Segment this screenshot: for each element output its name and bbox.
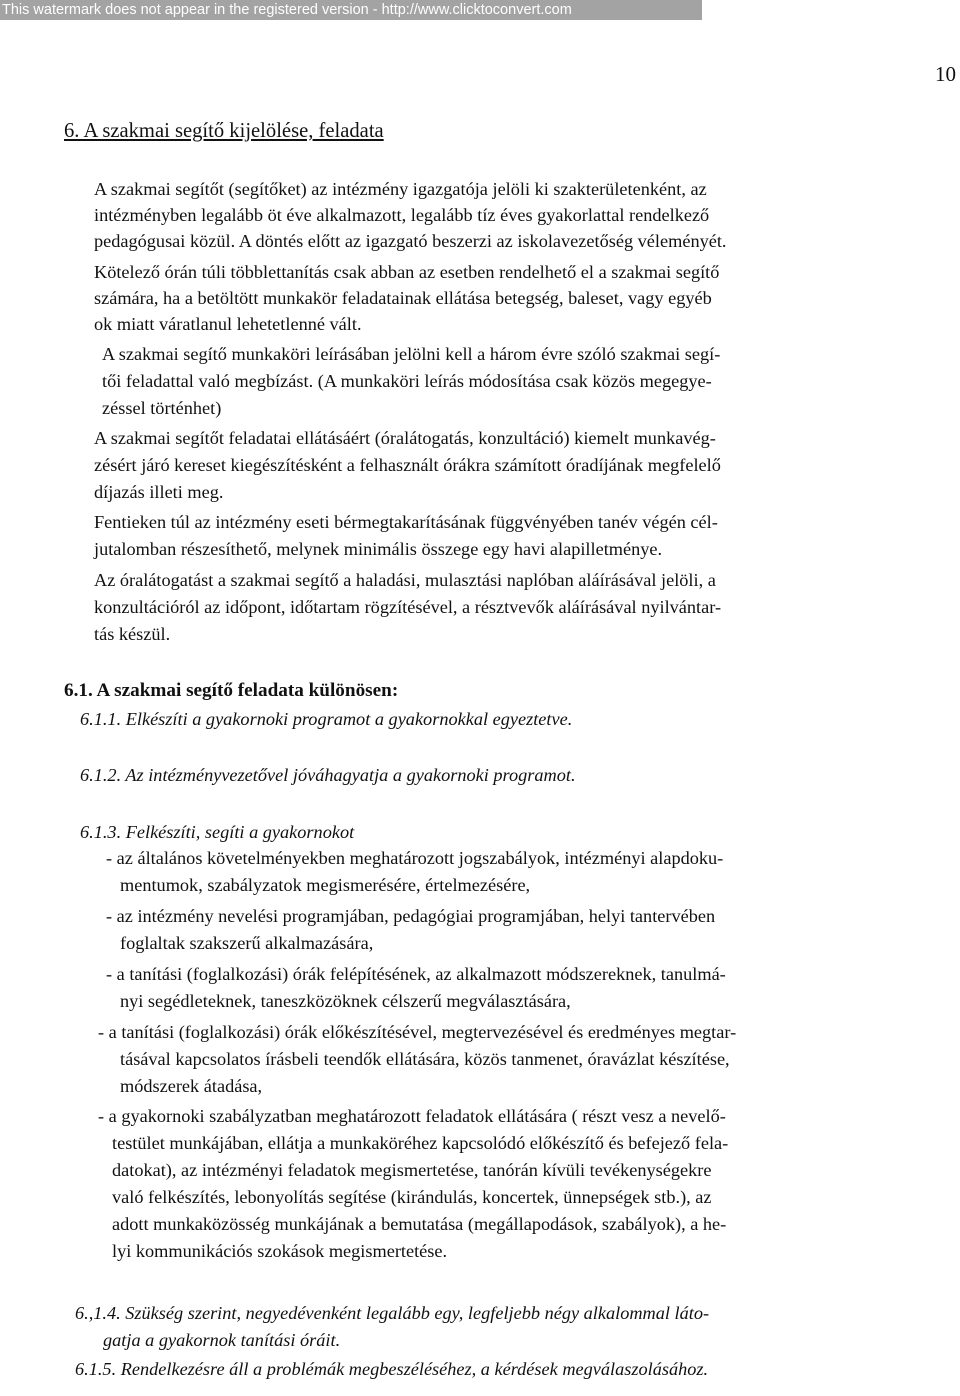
bullet-line: datokat), az intézményi feladatok megismertetése, tanórán kívüli tevékenységekre — [112, 1160, 712, 1180]
task-item: 6.1.5. Rendelkezésre áll a problémák megbeszéléséhez, a kérdések megválaszolásához. — [75, 1359, 709, 1379]
paragraph-line: Kötelező órán túli többlettanítás csak abban az esetben rendelhető el a szakmai segítő — [94, 262, 720, 282]
watermark-link[interactable]: http://www.clicktoconvert.com — [381, 2, 572, 18]
bullet-line: - az intézmény nevelési programjában, pedagógiai programjában, helyi tantervében — [106, 906, 716, 926]
paragraph-line: Az óralátogatást a szakmai segítő a haladási, mulasztási naplóban aláírásával jelöli, a — [94, 570, 716, 590]
subsection-heading: 6.1. A szakmai segítő feladata különösen: — [64, 680, 399, 701]
page-number: 10 — [935, 62, 956, 86]
bullet-line: való felkészítés, lebonyolítás segítése (kirándulás, koncertek, ünnepségek stb.), az — [112, 1187, 712, 1207]
bullet-line: tásával kapcsolatos írásbeli teendők ellátására, közös tanmenet, óravázlat készítése, — [120, 1049, 730, 1069]
paragraph-line: konzultációról az időpont, időtartam rögzítésével, a résztvevők aláírásával nyilvántar- — [94, 597, 722, 617]
bullet-line: nyi segédleteknek, taneszközöknek célszerű megválasztására, — [120, 991, 571, 1011]
bullet-line: - a tanítási (foglalkozási) órák felépítésének, az alkalmazott módszereknek, tanulmá- — [106, 964, 726, 984]
task-item-continuation: gatja a gyakornok tanítási óráit. — [103, 1330, 341, 1350]
bullet-line: lyi kommunikációs szokások megismertetése. — [112, 1241, 448, 1261]
bullet-line: - a tanítási (foglalkozási) órák előkészítésével, megtervezésével és eredményes megtar- — [98, 1022, 737, 1042]
task-item: 6.1.1. Elkészíti a gyakornoki programot a gyakornokkal egyeztetve. — [80, 709, 573, 729]
paragraph-line: Fentieken túl az intézmény eseti bérmegtakarításának függvényében tanév végén cél- — [94, 512, 718, 532]
paragraph-line: A szakmai segítőt (segítőket) az intézmény igazgatója jelöli ki szakterületenként, az — [94, 179, 707, 199]
paragraph-line: zésért járó kereset kiegészítésként a felhasznált órákra számított óradíjának megfelelő — [94, 455, 721, 475]
task-item: 6.1.3. Felkészíti, segíti a gyakornokot — [80, 822, 355, 842]
paragraph-line: díjazás illeti meg. — [94, 482, 224, 502]
bullet-line: mentumok, szabályzatok megismerésére, értelmezésére, — [120, 875, 531, 895]
paragraph-line: pedagógusai közül. A döntés előtt az igazgató beszerzi az iskolavezetőség véleményét. — [94, 231, 727, 251]
task-item: 6.1.2. Az intézményvezetővel jóváhagyatja a gyakornoki programot. — [80, 765, 576, 785]
watermark-text: This watermark does not appear in the registered version - — [2, 2, 382, 18]
paragraph-line: jutalomban részesíthető, melynek minimális összege egy havi alapilletménye. — [94, 539, 663, 559]
bullet-line: testület munkájában, ellátja a munkaköréhez kapcsolódó előkészítő és befejező fela- — [112, 1133, 729, 1153]
paragraph-line: zéssel történhet) — [102, 398, 222, 418]
task-item: 6.,1.4. Szükség szerint, negyedévenként legalább egy, legfeljebb négy alkalommal láto- — [75, 1303, 710, 1323]
bullet-line: - a gyakornoki szabályzatban meghatározott feladatok ellátására ( részt vesz a nevelő- — [98, 1106, 726, 1126]
paragraph-line: A szakmai segítőt feladatai ellátásáért (óralátogatás, konzultáció) kiemelt munkavég- — [94, 428, 716, 448]
bullet-line: - az általános követelményekben meghatározott jogszabályok, intézményi alapdoku- — [106, 848, 724, 868]
paragraph-line: számára, ha a betöltött munkakör feladatainak ellátása betegség, baleset, vagy egyéb — [94, 288, 712, 308]
paragraph-line: intézményben legalább öt éve alkalmazott, legalább tíz éves gyakorlattal rendelkező — [94, 205, 710, 225]
paragraph-line: tás készül. — [94, 624, 171, 644]
paragraph-line: ok miatt váratlanul lehetetlenné vált. — [94, 314, 362, 334]
paragraph-line: A szakmai segítő munkaköri leírásában jelölni kell a három évre szóló szakmai segí- — [102, 344, 721, 364]
bullet-line: foglaltak szakszerű alkalmazására, — [120, 933, 374, 953]
section-heading: 6. A szakmai segítő kijelölése, feladata — [64, 120, 384, 142]
paragraph-line: tői feladattal való megbízást. (A munkaköri leírás módosítása csak közös megegye- — [102, 371, 712, 391]
bullet-line: módszerek átadása, — [120, 1076, 263, 1096]
bullet-line: adott munkaközösség munkájának a bemutatása (megállapodások, szabályok), a he- — [112, 1214, 727, 1234]
watermark-banner — [0, 0, 702, 20]
